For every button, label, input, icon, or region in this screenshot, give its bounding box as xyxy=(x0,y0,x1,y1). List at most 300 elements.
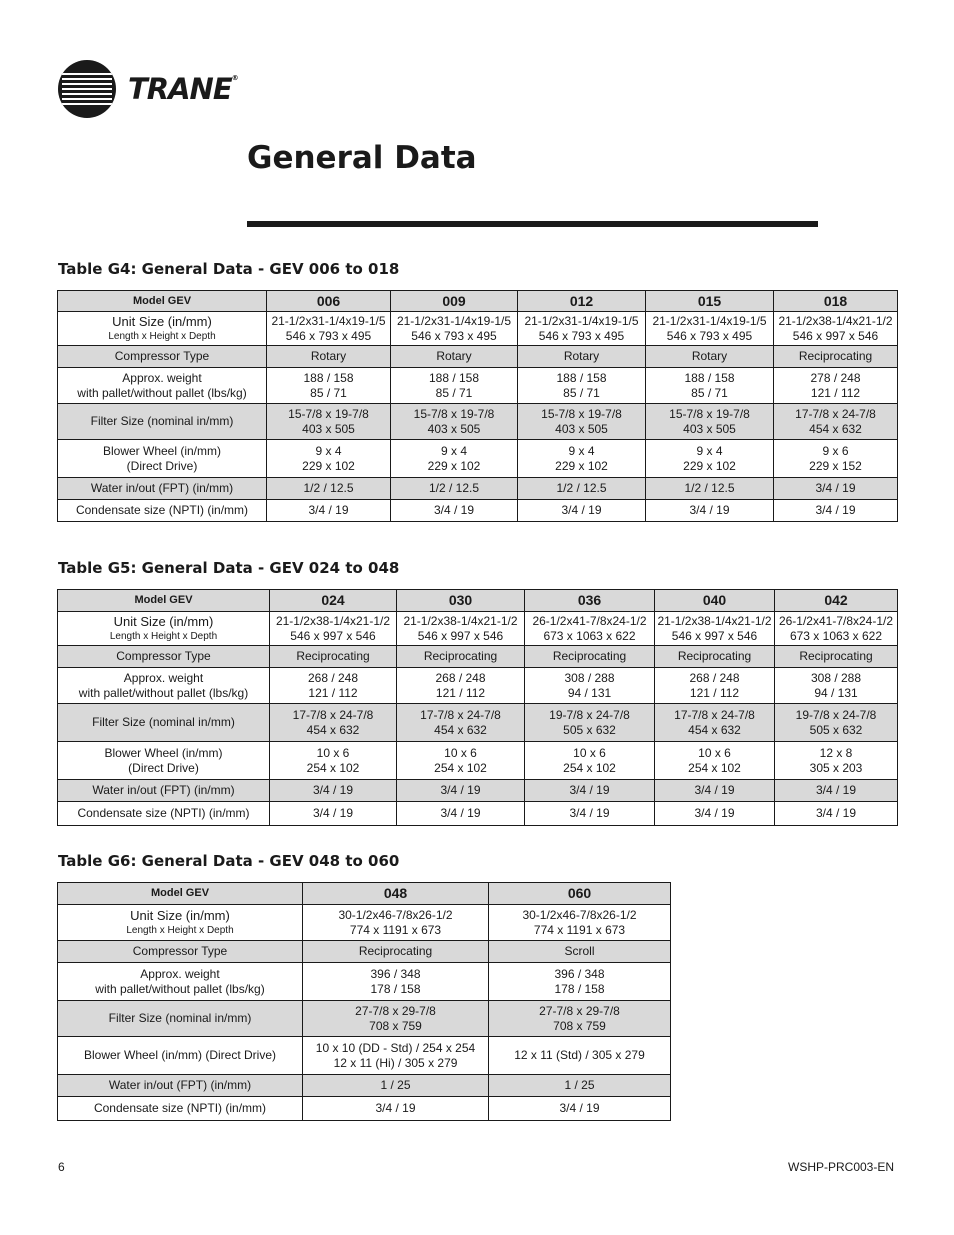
table-cell xyxy=(303,1097,489,1121)
cell-value: 505 x 632 xyxy=(809,722,863,737)
cell-value: 229 x 102 xyxy=(683,458,736,473)
cell-value: 774 x 1191 x 673 xyxy=(533,922,626,937)
row-label xyxy=(58,668,270,704)
row-label-text: Condensate size (NPTI) (in/mm) xyxy=(93,1101,267,1115)
table-cell xyxy=(518,312,646,346)
row-label xyxy=(58,312,267,346)
table-cell xyxy=(391,312,518,346)
table-cell xyxy=(774,404,898,440)
cell-value: 229 x 102 xyxy=(427,458,481,473)
cell-value: 121 / 112 xyxy=(308,685,358,700)
table-row-compressor-type xyxy=(58,646,898,668)
table-cell xyxy=(655,742,775,780)
cell-value: 1 / 25 xyxy=(380,1078,411,1092)
table-cell xyxy=(267,404,391,440)
table-cell xyxy=(525,742,655,780)
table-cell xyxy=(270,612,397,646)
table-row-compressor-type xyxy=(58,346,898,368)
table-cell xyxy=(646,440,774,478)
table-cell xyxy=(489,1001,671,1037)
table-cell xyxy=(775,646,898,668)
row-label-text: Water in/out (FPT) (in/mm) xyxy=(90,481,234,495)
cell-value: 10 x 6 xyxy=(316,745,350,760)
table-row-blower-wheel xyxy=(58,1037,671,1075)
cell-value: 21-1/2x38-1/4x21-1/2 xyxy=(657,613,772,628)
table-cell xyxy=(270,668,397,704)
cell-value: 178 / 158 xyxy=(554,981,605,996)
table-row-condensate-size xyxy=(58,500,898,522)
cell-value: 15-7/8 x 19-7/8 xyxy=(541,406,622,421)
cell-value: 3/4 / 19 xyxy=(440,783,481,797)
cell-value: 403 x 505 xyxy=(683,421,736,436)
cell-value: 229 x 102 xyxy=(302,458,355,473)
row-label-text: Unit Size (in/mm) xyxy=(113,613,214,629)
cell-value: 3/4 / 19 xyxy=(569,783,610,797)
table-cell xyxy=(397,668,525,704)
cell-value: 15-7/8 x 19-7/8 xyxy=(288,406,369,421)
title-rule xyxy=(247,221,818,227)
cell-value: 546 x 793 x 495 xyxy=(538,328,625,343)
table-row-approx-weight xyxy=(58,963,671,1001)
row-label xyxy=(58,1037,303,1075)
cell-value: 85 / 71 xyxy=(563,385,600,400)
cell-value: 546 x 997 x 546 xyxy=(417,628,504,643)
cell-value: 9 x 6 xyxy=(822,443,849,458)
row-label-text: Filter Size (nominal in/mm) xyxy=(92,715,235,729)
cell-value: 546 x 997 x 546 xyxy=(792,328,879,343)
table-row-compressor-type xyxy=(58,941,671,963)
table-cell xyxy=(397,704,525,742)
row-label-text: Condensate size (NPTI) (in/mm) xyxy=(75,503,249,517)
row-label xyxy=(58,742,270,780)
row-label xyxy=(58,704,270,742)
page-number: 6 xyxy=(58,1160,65,1174)
table-cell xyxy=(391,404,518,440)
table-cell xyxy=(267,500,391,522)
table-cell xyxy=(397,646,525,668)
cell-value: 229 x 102 xyxy=(555,458,608,473)
row-label xyxy=(58,612,270,646)
trane-logo-mark xyxy=(58,60,116,118)
table-cell xyxy=(270,742,397,780)
table-cell xyxy=(646,478,774,500)
cell-value: 673 x 1063 x 622 xyxy=(789,628,883,643)
cell-value: 454 x 632 xyxy=(306,722,360,737)
cell-value: Rotary xyxy=(563,349,600,363)
row-label-text: Filter Size (nominal in/mm) xyxy=(108,1011,252,1025)
cell-value: 3/4 / 19 xyxy=(433,503,475,517)
cell-value: 19-7/8 x 24-7/8 xyxy=(795,707,877,722)
cell-value: 9 x 4 xyxy=(568,443,595,458)
table-cell xyxy=(655,780,775,802)
cell-value: 3/4 / 19 xyxy=(561,503,602,517)
table-cell xyxy=(270,780,397,802)
table-row-condensate-size xyxy=(58,802,898,826)
table-row-unit-size xyxy=(58,312,898,346)
table-cell xyxy=(267,368,391,404)
cell-value: 12 x 11 (Std) / 305 x 279 xyxy=(514,1048,645,1062)
table-cell xyxy=(489,1097,671,1121)
table-g6 xyxy=(57,882,671,1121)
row-label-subtext: Length x Height x Depth xyxy=(108,330,216,342)
model-column-header: 012 xyxy=(518,291,646,312)
cell-value: 708 x 759 xyxy=(553,1018,606,1033)
cell-value: 454 x 632 xyxy=(434,722,487,737)
cell-value: Reciprocating xyxy=(677,649,752,663)
row-label-text: Water in/out (FPT) (in/mm) xyxy=(108,1078,252,1092)
cell-value: 17-7/8 x 24-7/8 xyxy=(420,707,501,722)
table-cell xyxy=(774,346,898,368)
table-cell xyxy=(518,478,646,500)
model-column-header: 006 xyxy=(267,291,391,312)
cell-value: 94 / 131 xyxy=(814,685,858,700)
cell-value: 3/4 / 19 xyxy=(375,1101,416,1115)
row-label-text: Compressor Type xyxy=(114,349,210,363)
cell-value: Reciprocating xyxy=(799,649,873,663)
cell-value: 268 / 248 xyxy=(307,670,359,685)
table-g5-caption: Table G5: General Data - GEV 024 to 048 xyxy=(58,559,400,577)
cell-value: 3/4 / 19 xyxy=(569,806,610,820)
cell-value: 85 / 71 xyxy=(691,385,728,400)
table-cell xyxy=(525,612,655,646)
cell-value: 254 x 102 xyxy=(688,760,741,775)
table-cell xyxy=(397,742,525,780)
cell-value: 3/4 / 19 xyxy=(815,481,856,495)
cell-value: 3/4 / 19 xyxy=(815,806,857,820)
row-label xyxy=(58,346,267,368)
table-cell xyxy=(525,668,655,704)
table-cell xyxy=(303,1037,489,1075)
table-row-water-in-out xyxy=(58,780,898,802)
cell-value: 10 x 6 xyxy=(698,745,731,760)
row-label-text: Blower Wheel (in/mm) (Direct Drive) xyxy=(83,1048,277,1062)
table-cell xyxy=(775,802,898,826)
cell-value: 254 x 102 xyxy=(306,760,360,775)
cell-value: 305 x 203 xyxy=(809,760,863,775)
row-label xyxy=(58,1097,303,1121)
table-cell xyxy=(391,346,518,368)
cell-value: 15-7/8 x 19-7/8 xyxy=(669,406,750,421)
cell-value: 3/4 / 19 xyxy=(559,1101,600,1115)
model-gev-header: Model GEV xyxy=(58,590,270,612)
cell-value: 85 / 71 xyxy=(310,385,347,400)
cell-value: 774 x 1191 x 673 xyxy=(349,922,442,937)
cell-value: 10 x 6 xyxy=(444,745,477,760)
cell-value: 17-7/8 x 24-7/8 xyxy=(292,707,374,722)
cell-value: 308 / 288 xyxy=(810,670,862,685)
model-column-header: 018 xyxy=(774,291,898,312)
cell-value: 546 x 997 x 546 xyxy=(671,628,758,643)
cell-value: 15-7/8 x 19-7/8 xyxy=(413,406,495,421)
row-label-text: Approx. weight xyxy=(122,370,202,385)
cell-value: 708 x 759 xyxy=(369,1018,422,1033)
cell-value: 121 / 112 xyxy=(435,685,486,700)
table-cell xyxy=(775,742,898,780)
cell-value: 1/2 / 12.5 xyxy=(428,481,480,495)
table-cell xyxy=(774,478,898,500)
table-row-approx-weight xyxy=(58,668,898,704)
cell-value: 17-7/8 x 24-7/8 xyxy=(795,406,876,421)
cell-value: Reciprocating xyxy=(552,649,627,663)
row-label xyxy=(58,1075,303,1097)
cell-value: 26-1/2x41-7/8x24-1/2 xyxy=(532,613,647,628)
table-cell xyxy=(391,500,518,522)
cell-value: 188 / 158 xyxy=(556,370,607,385)
cell-value: 546 x 793 x 495 xyxy=(285,328,372,343)
cell-value: 3/4 / 19 xyxy=(440,806,481,820)
cell-value: Rotary xyxy=(436,349,472,363)
cell-value: 3/4 / 19 xyxy=(308,503,349,517)
cell-value: 9 x 4 xyxy=(696,443,723,458)
model-column-header: 048 xyxy=(303,883,489,905)
cell-value: 21-1/2x31-1/4x19-1/5 xyxy=(652,313,767,328)
table-cell xyxy=(303,1075,489,1097)
cell-value: 3/4 / 19 xyxy=(815,783,857,797)
model-column-header: 015 xyxy=(646,291,774,312)
table-cell xyxy=(397,780,525,802)
row-label-subtext: Length x Height x Depth xyxy=(109,630,218,642)
cell-value: 278 / 248 xyxy=(810,370,861,385)
table-cell xyxy=(270,646,397,668)
model-column-header: 060 xyxy=(489,883,671,905)
cell-value: 1/2 / 12.5 xyxy=(303,481,354,495)
cell-value: Reciprocating xyxy=(798,349,873,363)
table-g4-caption: Table G4: General Data - GEV 006 to 018 xyxy=(58,260,400,278)
row-label-subtext: with pallet/without pallet (lbs/kg) xyxy=(95,981,265,996)
table-row-unit-size xyxy=(58,612,898,646)
cell-value: 9 x 4 xyxy=(315,443,342,458)
row-label-text: Unit Size (in/mm) xyxy=(112,313,212,329)
table-cell xyxy=(646,404,774,440)
table-cell xyxy=(391,440,518,478)
table-g6-caption: Table G6: General Data - GEV 048 to 060 xyxy=(58,852,400,870)
table-row-water-in-out xyxy=(58,478,898,500)
table-cell xyxy=(775,668,898,704)
row-label xyxy=(58,500,267,522)
cell-value: 3/4 / 19 xyxy=(689,503,730,517)
model-column-header: 024 xyxy=(270,590,397,612)
cell-value: Scroll xyxy=(564,944,595,958)
table-cell xyxy=(391,478,518,500)
table-cell xyxy=(267,478,391,500)
cell-value: 30-1/2x46-7/8x26-1/2 xyxy=(338,907,453,922)
table-header-row xyxy=(58,291,898,312)
table-cell xyxy=(655,612,775,646)
table-cell xyxy=(518,404,646,440)
table-cell xyxy=(489,1075,671,1097)
table-cell xyxy=(489,941,671,963)
cell-value: 21-1/2x38-1/4x21-1/2 xyxy=(403,613,518,628)
cell-value: 396 / 348 xyxy=(554,966,605,981)
row-label-subtext: with pallet/without pallet (lbs/kg) xyxy=(78,685,249,700)
row-label-subtext: Length x Height x Depth xyxy=(126,924,234,936)
row-label-text: Condensate size (NPTI) (in/mm) xyxy=(77,806,250,820)
table-cell xyxy=(489,1037,671,1075)
cell-value: 21-1/2x31-1/4x19-1/5 xyxy=(524,313,639,328)
row-label-text: Compressor Type xyxy=(116,649,211,663)
cell-value: 27-7/8 x 29-7/8 xyxy=(539,1003,620,1018)
cell-value: 188 / 158 xyxy=(303,370,354,385)
row-label-text: Blower Wheel (in/mm) xyxy=(104,745,223,760)
model-column-header: 036 xyxy=(525,590,655,612)
cell-value: 27-7/8 x 29-7/8 xyxy=(355,1003,436,1018)
table-cell xyxy=(655,802,775,826)
cell-value: 17-7/8 x 24-7/8 xyxy=(674,707,755,722)
cell-value: Reciprocating xyxy=(296,649,370,663)
table-cell xyxy=(646,500,774,522)
cell-value: 254 x 102 xyxy=(434,760,487,775)
row-label xyxy=(58,780,270,802)
table-cell xyxy=(489,963,671,1001)
table-cell xyxy=(518,500,646,522)
table-cell xyxy=(525,704,655,742)
table-cell xyxy=(518,368,646,404)
table-cell xyxy=(303,941,489,963)
cell-value: 10 x 10 (DD - Std) / 254 x 254 xyxy=(315,1040,476,1055)
cell-value: 3/4 / 19 xyxy=(694,783,735,797)
table-cell xyxy=(303,905,489,941)
trane-wordmark: TRANE® xyxy=(128,72,238,106)
cell-value: 3/4 / 19 xyxy=(312,783,354,797)
table-cell xyxy=(655,646,775,668)
row-label xyxy=(58,440,267,478)
table-cell xyxy=(397,802,525,826)
cell-value: 673 x 1063 x 622 xyxy=(543,628,636,643)
table-cell xyxy=(775,780,898,802)
cell-value: 94 / 131 xyxy=(567,685,612,700)
cell-value: 3/4 / 19 xyxy=(815,503,856,517)
cell-value: Rotary xyxy=(691,349,728,363)
row-label xyxy=(58,1001,303,1037)
cell-value: 268 / 248 xyxy=(689,670,740,685)
table-cell xyxy=(397,612,525,646)
row-label-text: Approx. weight xyxy=(123,670,204,685)
table-cell xyxy=(303,1001,489,1037)
table-cell xyxy=(303,963,489,1001)
table-cell xyxy=(774,500,898,522)
cell-value: 308 / 288 xyxy=(564,670,615,685)
cell-value: 21-1/2x38-1/4x21-1/2 xyxy=(275,613,391,628)
table-row-blower-wheel xyxy=(58,742,898,780)
table-row-condensate-size xyxy=(58,1097,671,1121)
cell-value: Reciprocating xyxy=(423,649,498,663)
row-label-text: Compressor Type xyxy=(132,944,228,958)
table-cell xyxy=(646,312,774,346)
cell-value: 396 / 348 xyxy=(370,966,421,981)
table-cell xyxy=(525,780,655,802)
cell-value: 403 x 505 xyxy=(302,421,355,436)
table-cell xyxy=(270,704,397,742)
cell-value: Rotary xyxy=(310,349,347,363)
row-label-text: Water in/out (FPT) (in/mm) xyxy=(92,783,235,797)
cell-value: 21-1/2x31-1/4x19-1/5 xyxy=(396,313,512,328)
cell-value: Reciprocating xyxy=(358,944,433,958)
cell-value: 21-1/2x31-1/4x19-1/5 xyxy=(271,313,386,328)
cell-value: 3/4 / 19 xyxy=(694,806,735,820)
cell-value: 21-1/2x38-1/4x21-1/2 xyxy=(778,313,893,328)
cell-value: 1 / 25 xyxy=(564,1078,595,1092)
cell-value: 10 x 6 xyxy=(573,745,606,760)
table-cell xyxy=(267,346,391,368)
table-cell xyxy=(525,802,655,826)
table-cell xyxy=(646,368,774,404)
row-label xyxy=(58,478,267,500)
cell-value: 505 x 632 xyxy=(563,722,616,737)
table-row-unit-size xyxy=(58,905,671,941)
model-gev-header: Model GEV xyxy=(58,291,267,312)
model-column-header: 042 xyxy=(775,590,898,612)
cell-value: 268 / 248 xyxy=(435,670,486,685)
cell-value: 30-1/2x46-7/8x26-1/2 xyxy=(522,907,637,922)
table-row-water-in-out xyxy=(58,1075,671,1097)
table-cell xyxy=(270,802,397,826)
cell-value: 121 / 112 xyxy=(810,385,861,400)
row-label-subtext: with pallet/without pallet (lbs/kg) xyxy=(77,385,247,400)
cell-value: 85 / 71 xyxy=(435,385,473,400)
cell-value: 188 / 158 xyxy=(428,370,480,385)
document-id: WSHP-PRC003-EN xyxy=(788,1160,895,1174)
cell-value: 546 x 793 x 495 xyxy=(411,328,497,343)
table-cell xyxy=(518,346,646,368)
table-header-row xyxy=(58,590,898,612)
table-cell xyxy=(391,368,518,404)
row-label-text: Filter Size (nominal in/mm) xyxy=(90,414,234,428)
table-cell xyxy=(267,312,391,346)
cell-value: 12 x 8 xyxy=(819,745,853,760)
row-label-text: Approx. weight xyxy=(140,966,220,981)
cell-value: 546 x 793 x 495 xyxy=(666,328,753,343)
table-cell xyxy=(518,440,646,478)
table-cell xyxy=(525,646,655,668)
row-label xyxy=(58,646,270,668)
cell-value: 26-1/2x41-7/8x24-1/2 xyxy=(778,613,894,628)
row-label xyxy=(58,404,267,440)
row-label xyxy=(58,905,303,941)
cell-value: 178 / 158 xyxy=(370,981,421,996)
table-row-blower-wheel xyxy=(58,440,898,478)
cell-value: 1/2 / 12.5 xyxy=(556,481,607,495)
table-cell xyxy=(775,612,898,646)
cell-value: 454 x 632 xyxy=(688,722,741,737)
cell-value: 546 x 997 x 546 xyxy=(290,628,376,643)
row-label xyxy=(58,941,303,963)
page-title: General Data xyxy=(247,140,477,176)
row-label-subtext: (Direct Drive) xyxy=(126,458,198,473)
model-column-header: 040 xyxy=(655,590,775,612)
cell-value: 121 / 112 xyxy=(689,685,740,700)
row-label xyxy=(58,368,267,404)
table-g5 xyxy=(57,589,898,826)
model-column-header: 009 xyxy=(391,291,518,312)
cell-value: 403 x 505 xyxy=(555,421,608,436)
cell-value: 454 x 632 xyxy=(809,421,862,436)
table-cell xyxy=(774,440,898,478)
table-cell xyxy=(267,440,391,478)
table-g4 xyxy=(57,290,898,522)
row-label-text: Blower Wheel (in/mm) xyxy=(102,443,222,458)
table-cell xyxy=(774,368,898,404)
table-row-filter-size xyxy=(58,404,898,440)
cell-value: 3/4 / 19 xyxy=(312,806,354,820)
table-header-row xyxy=(58,883,671,905)
cell-value: 254 x 102 xyxy=(563,760,616,775)
row-label-text: Unit Size (in/mm) xyxy=(130,907,230,923)
row-label xyxy=(58,963,303,1001)
cell-value: 12 x 11 (Hi) / 305 x 279 xyxy=(333,1055,458,1070)
cell-value: 19-7/8 x 24-7/8 xyxy=(549,707,630,722)
table-cell xyxy=(646,346,774,368)
table-row-filter-size xyxy=(58,704,898,742)
